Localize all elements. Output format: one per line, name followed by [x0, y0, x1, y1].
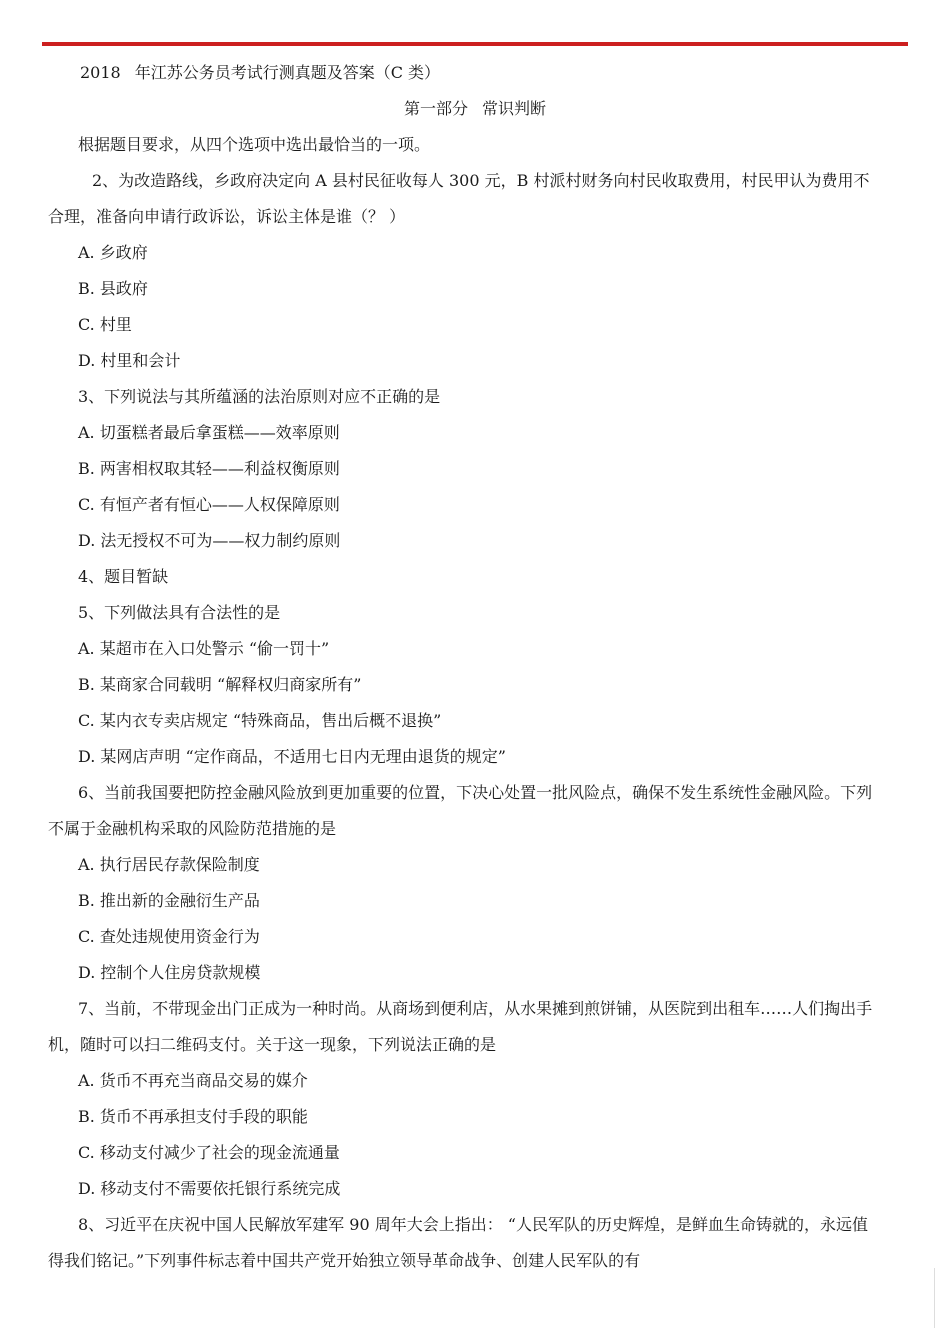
- section-part: 第一部分: [403, 99, 468, 118]
- question-2-option-b: B. 县政府: [78, 279, 148, 298]
- question-8-stem-line-2: 得我们铭记。”下列事件标志着中国共产党开始独立领导革命战争、创建人民军队的有: [48, 1251, 641, 1270]
- section-heading: [0, 98, 950, 120]
- document-title: [80, 62, 440, 84]
- question-3-option-d: D. 法无授权不可为——权力制约原则: [78, 531, 341, 550]
- header-rule: [42, 42, 908, 46]
- question-3-stem: 3、下列说法与其所蕴涵的法治原则对应不正确的是: [78, 387, 441, 406]
- question-8-stem-line-1: 8、习近平在庆祝中国人民解放军建军 90 周年大会上指出： “人民军队的历史辉煌，是鲜血生命铸就的，永远值: [78, 1215, 868, 1234]
- question-2-stem-line-1: 2、为改造路线，乡政府决定向 A 县村民征收每人 300 元，B 村派村财务向村民收取费用，村民甲认为费用不: [92, 171, 870, 190]
- question-7-option-d: D. 移动支付不需要依托银行系统完成: [78, 1179, 341, 1198]
- question-6-stem-line-2: 不属于金融机构采取的风险防范措施的是: [48, 819, 337, 838]
- question-3-option-b: B. 两害相权取其轻——利益权衡原则: [78, 459, 340, 478]
- page-edge-divider: [934, 1268, 935, 1328]
- question-6-option-b: B. 推出新的金融衍生产品: [78, 891, 260, 910]
- question-7-option-b: B. 货币不再承担支付手段的职能: [78, 1107, 308, 1126]
- question-7-option-a: A. 货币不再充当商品交易的媒介: [78, 1071, 308, 1090]
- question-3-option-c: C. 有恒产者有恒心——人权保障原则: [78, 495, 340, 514]
- instruction-text: 根据题目要求，从四个选项中选出最恰当的一项。: [78, 135, 431, 154]
- question-4-stem: 4、题目暂缺: [78, 567, 169, 586]
- question-5-stem: 5、下列做法具有合法性的是: [78, 603, 281, 622]
- question-6-stem-line-1: 6、当前我国要把防控金融风险放到更加重要的位置，下决心处置一批风险点，确保不发生系统性金融风险。下列: [78, 783, 873, 802]
- question-2-stem-line-2: 合理，准备向申请行政诉讼，诉讼主体是谁（？ ）: [48, 207, 406, 226]
- title-text: 年江苏公务员考试行测真题及答案（C 类）: [134, 63, 441, 82]
- section-name: 常识判断: [482, 99, 547, 118]
- question-6-option-a: A. 执行居民存款保险制度: [78, 855, 260, 874]
- question-7-stem-line-1: 7、当前，不带现金出门正成为一种时尚。从商场到便利店，从水果摊到煎饼铺，从医院到出租车……人们掏出手: [78, 999, 873, 1018]
- question-7-option-c: C. 移动支付减少了社会的现金流通量: [78, 1143, 340, 1162]
- question-2-option-a: A. 乡政府: [78, 243, 148, 262]
- question-7-stem-line-2: 机，随时可以扫二维码支付。关于这一现象，下列说法正确的是: [48, 1035, 497, 1054]
- question-2-option-c: C. 村里: [78, 315, 132, 334]
- question-5-option-a: A. 某超市在入口处警示 “偷一罚十”: [78, 639, 330, 658]
- question-5-option-b: B. 某商家合同载明 “解释权归商家所有”: [78, 675, 362, 694]
- question-5-option-c: C. 某内衣专卖店规定 “特殊商品，售出后概不退换”: [78, 711, 442, 730]
- question-5-option-d: D. 某网店声明 “定作商品，不适用七日内无理由退货的规定”: [78, 747, 506, 766]
- title-year: 2018: [80, 63, 121, 82]
- question-6-option-d: D. 控制个人住房贷款规模: [78, 963, 261, 982]
- question-3-option-a: A. 切蛋糕者最后拿蛋糕——效率原则: [78, 423, 340, 442]
- question-2-option-d: D. 村里和会计: [78, 351, 181, 370]
- question-6-option-c: C. 查处违规使用资金行为: [78, 927, 260, 946]
